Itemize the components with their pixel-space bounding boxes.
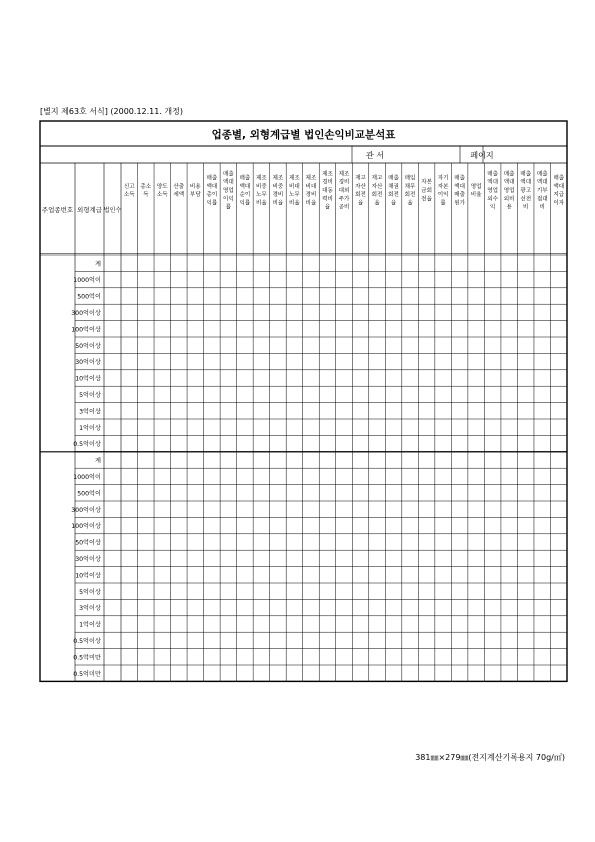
column-header: 매출 액대 광고 선전 비 (520, 171, 532, 211)
paper-spec-note: 381㎜×279㎜(전지계산기록용지 70g/㎡) (415, 753, 565, 762)
column-header: 제조 경비 대동 력비 율 (322, 171, 333, 211)
column-header: 재고 자산 회전 율 (355, 175, 366, 207)
column-header: 매출 액대 영업 외수 익 (487, 171, 499, 211)
group1-row-label: 5억이상 (79, 392, 101, 399)
header-industry-code: 주업종번호 (41, 206, 74, 214)
column-header: 자본 금회 전율 (421, 179, 432, 203)
group2-row-label: 계 (95, 457, 101, 465)
column-header: 매출 액대 영업 외비 용 (503, 171, 515, 211)
header-size-class: 외형계급 (76, 206, 103, 214)
group1-row-label: 300억이상 (71, 310, 101, 317)
column-header: 비용 부담 (189, 183, 201, 199)
column-header: 매출 액대 순이 익률 (239, 175, 251, 207)
group1-row-label: 1000억이 (73, 277, 101, 285)
column-header: 제조 비중 경비 비율 (272, 175, 284, 207)
column-header: 재고 자산 회전 율 (371, 175, 383, 207)
column-header: 매출 액대 매출 원가 (454, 175, 466, 207)
column-header: 매입 채무 회전 율 (404, 175, 416, 207)
group2-row-label: 10억이상 (75, 572, 101, 580)
group2-row-label: 100억이상 (71, 523, 101, 531)
column-header: 영업 비율 (470, 183, 482, 199)
group2-row-label: 30억이상 (75, 556, 101, 563)
column-header: 매출 액대 영업 이익 률 (222, 171, 234, 211)
group2-row-label: 300억이상 (71, 506, 101, 514)
group1-row-label: 50억이상 (75, 342, 101, 350)
group2-row-label: 500억이 (77, 490, 101, 498)
column-header: 자기 자본 이익 률 (437, 175, 449, 207)
column-header: 제조 경비 대외 주가 공비 (338, 171, 350, 211)
office-label: 관 서 (366, 151, 384, 160)
column-header: 매출 액대 기부 접대 비 (536, 171, 548, 211)
column-header: 제조 비중 노무 비율 (256, 175, 267, 207)
group1-row-label: 계 (95, 260, 101, 268)
column-header: 매출 액대 지급 이자 (553, 175, 565, 207)
group1-row-label: 1억이상 (79, 424, 101, 432)
column-header: 제조 비대 노무 비율 (289, 175, 300, 207)
column-header: 양도 소득 (156, 183, 168, 199)
column-header: 매출 채권 회전 율 (388, 175, 399, 207)
group2-row-label: 0.5억미만 (73, 654, 101, 662)
column-header: 산출 세액 (173, 183, 185, 199)
header-corp-count: 법인수 (103, 207, 122, 214)
group1-row-label: 100억이상 (71, 326, 101, 334)
group1-row-label: 500억이 (77, 293, 101, 301)
page-label: 페이지 (470, 151, 494, 160)
column-header: 총소 득 (140, 183, 152, 199)
group2-row-label: 1억이상 (79, 621, 101, 629)
column-header: 신고 소득 (123, 183, 135, 199)
table-title: 업종별, 외형계급별 법인손익비교분석표 (211, 129, 396, 141)
table-frame (40, 121, 567, 681)
group2-row-label: 0.5억미만 (73, 670, 101, 678)
group2-row-label: 3억이상 (79, 605, 101, 613)
group1-row-label: 30억이상 (75, 359, 101, 367)
group2-row-label: 1000억이 (73, 474, 101, 481)
group1-row-label: 10억이상 (75, 375, 101, 383)
group1-row-label: 3억이상 (79, 408, 101, 416)
group2-row-label: 5억이상 (79, 588, 101, 596)
group1-row-label: 0.5억이상 (73, 441, 101, 449)
column-header: 매출 액대 총이 익률 (206, 175, 218, 207)
group2-row-label: 0.5억이상 (73, 638, 101, 645)
form-number-note: [별지 제63호 서식] (2000.12.11. 개정) (40, 107, 184, 116)
column-header: 제조 비대 경비 비율 (305, 175, 317, 207)
group2-row-label: 50억이상 (75, 539, 101, 547)
